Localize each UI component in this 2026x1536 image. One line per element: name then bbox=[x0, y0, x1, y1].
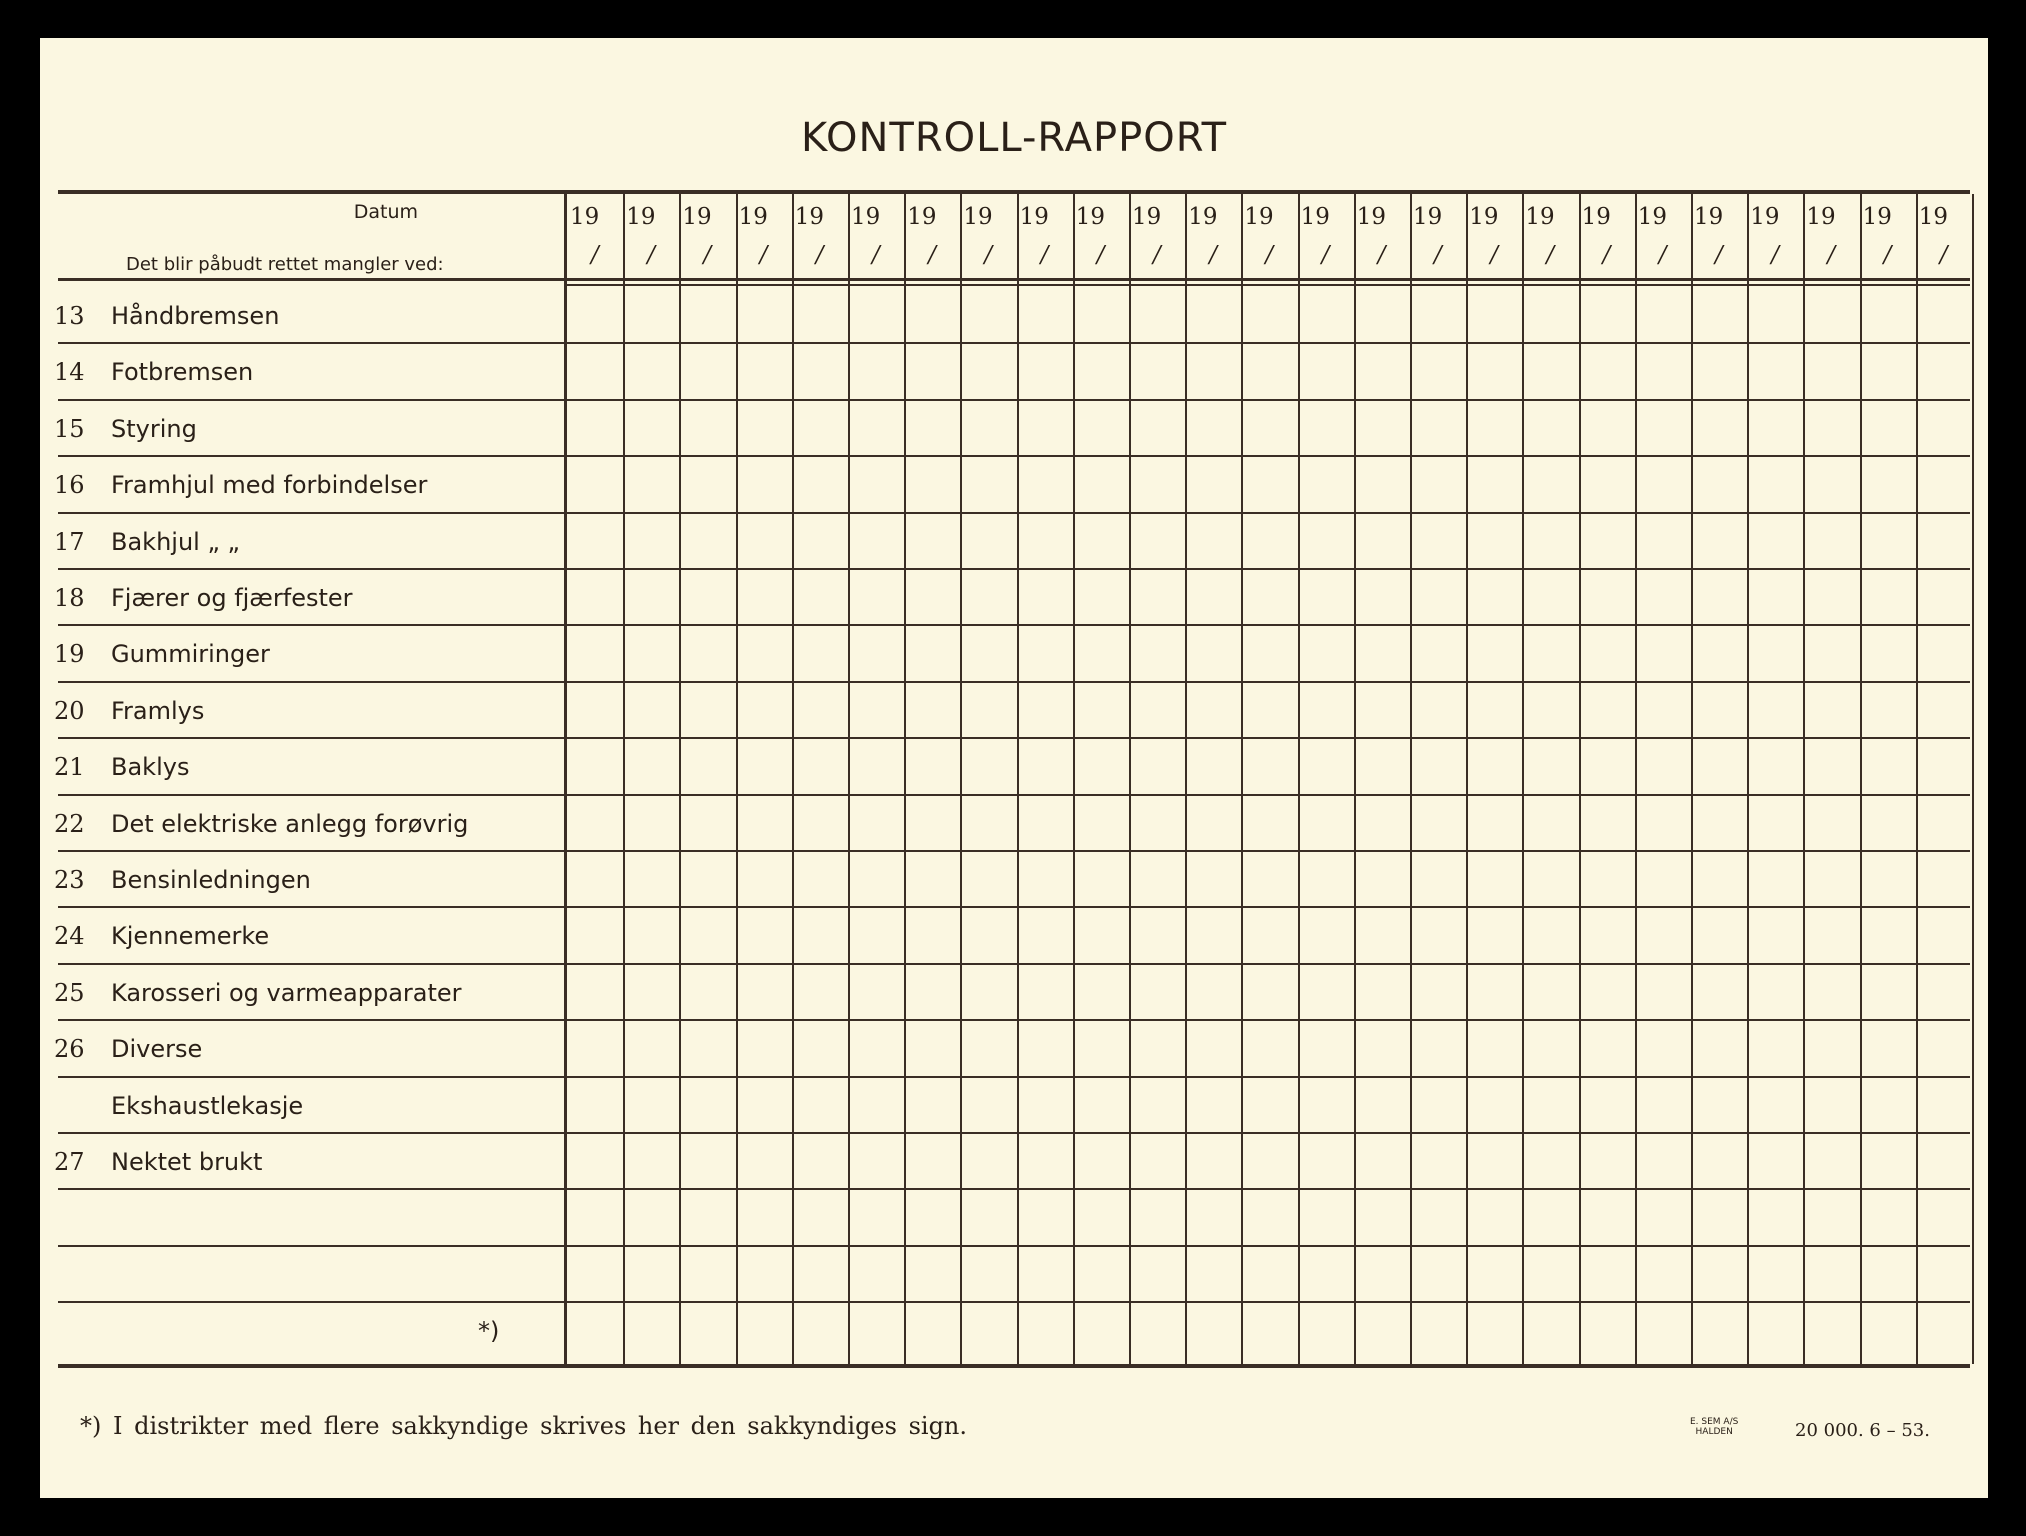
row-line bbox=[58, 568, 1970, 570]
date-column-header[interactable] bbox=[1803, 194, 1857, 278]
row-line bbox=[58, 342, 1970, 344]
date-column-header[interactable] bbox=[1579, 194, 1633, 278]
date-separator: / bbox=[984, 242, 993, 268]
year-prefix: 19 bbox=[1300, 204, 1330, 230]
date-separator: / bbox=[1153, 242, 1161, 268]
year-prefix: 19 bbox=[1862, 204, 1892, 230]
inspection-card bbox=[40, 38, 1988, 1498]
row-number: 23 bbox=[54, 866, 85, 894]
row-number: 20 bbox=[54, 696, 85, 725]
row-label: Framlys bbox=[111, 696, 205, 725]
date-separator: / bbox=[815, 242, 824, 268]
date-column-header[interactable] bbox=[1747, 194, 1801, 278]
row-line bbox=[58, 681, 1970, 683]
year-prefix: 19 bbox=[1075, 204, 1106, 230]
row-line bbox=[58, 794, 1970, 796]
row-line bbox=[58, 906, 1970, 908]
date-column-header[interactable] bbox=[1298, 194, 1352, 278]
date-separator: / bbox=[1771, 242, 1779, 268]
row-number: 17 bbox=[54, 527, 85, 556]
header-rule bbox=[58, 278, 1970, 281]
year-prefix: 19 bbox=[1806, 204, 1836, 230]
row-line bbox=[58, 1245, 1970, 1247]
date-column-header[interactable] bbox=[960, 194, 1014, 278]
row-line bbox=[58, 1188, 1970, 1190]
date-separator: / bbox=[1377, 242, 1386, 268]
date-column-header[interactable] bbox=[1691, 194, 1745, 278]
date-column-header[interactable] bbox=[679, 194, 733, 278]
date-column-header[interactable] bbox=[792, 194, 846, 278]
date-column-header[interactable] bbox=[1129, 194, 1183, 278]
date-separator: / bbox=[1546, 242, 1555, 268]
date-column-header[interactable] bbox=[1185, 194, 1239, 278]
date-separator: / bbox=[1265, 242, 1274, 268]
year-prefix: 19 bbox=[1356, 204, 1387, 230]
row-number: 19 bbox=[54, 640, 85, 669]
row-label: Kjennemerke bbox=[111, 922, 270, 951]
year-prefix: 19 bbox=[738, 204, 768, 230]
mangler-label: Det blir påbudt rettet mangler ved: bbox=[126, 254, 444, 275]
footnote: *) I distrikter med flere sakkyndige skrives her den sakkyndiges sign. bbox=[80, 1412, 968, 1440]
row-label: Styring bbox=[111, 414, 197, 443]
date-separator: / bbox=[647, 242, 655, 268]
row-label: Diverse bbox=[111, 1035, 203, 1064]
year-prefix: 19 bbox=[1132, 204, 1162, 230]
date-column-header[interactable] bbox=[1410, 194, 1464, 278]
header-rule-2 bbox=[567, 284, 1970, 286]
year-prefix: 19 bbox=[1637, 204, 1668, 230]
year-prefix: 19 bbox=[1581, 204, 1611, 230]
date-column-header[interactable] bbox=[1017, 194, 1071, 278]
row-label: Ekshaustlekasje bbox=[111, 1091, 304, 1120]
year-prefix: 19 bbox=[1019, 204, 1049, 230]
date-separator: / bbox=[1321, 242, 1330, 268]
datum-label: Datum bbox=[353, 201, 418, 223]
row-number: 24 bbox=[54, 922, 85, 951]
date-separator: / bbox=[759, 242, 768, 268]
row-number: 22 bbox=[54, 809, 85, 838]
row-line bbox=[58, 737, 1970, 739]
row-line bbox=[58, 1019, 1970, 1021]
date-column-header[interactable] bbox=[848, 194, 902, 278]
date-column-header[interactable] bbox=[1241, 194, 1295, 278]
year-prefix: 19 bbox=[1413, 204, 1443, 230]
date-separator: / bbox=[1209, 242, 1217, 268]
year-prefix: 19 bbox=[682, 204, 712, 230]
row-line bbox=[58, 399, 1970, 401]
date-separator: / bbox=[703, 242, 712, 268]
row-line bbox=[58, 1076, 1970, 1078]
row-line bbox=[58, 1132, 1970, 1134]
date-separator: / bbox=[872, 242, 880, 268]
row-line bbox=[58, 963, 1970, 965]
row-number: 15 bbox=[54, 414, 85, 443]
year-prefix: 19 bbox=[851, 204, 881, 230]
date-separator: / bbox=[1658, 242, 1667, 268]
date-column-header[interactable] bbox=[1354, 194, 1408, 278]
column-line bbox=[1972, 194, 1974, 1364]
date-separator: / bbox=[1602, 242, 1611, 268]
row-number: 16 bbox=[54, 471, 85, 500]
date-column-header[interactable] bbox=[623, 194, 677, 278]
year-prefix: 19 bbox=[794, 204, 825, 230]
year-prefix: 19 bbox=[1244, 204, 1274, 230]
year-prefix: 19 bbox=[1469, 204, 1499, 230]
year-prefix: 19 bbox=[1918, 204, 1949, 230]
row-number: 18 bbox=[54, 584, 85, 612]
row-number: 14 bbox=[54, 358, 85, 387]
date-column-header[interactable] bbox=[736, 194, 790, 278]
row-number: 25 bbox=[54, 978, 85, 1007]
date-column-header[interactable] bbox=[1635, 194, 1689, 278]
printer-name: E. SEM A/S bbox=[1690, 1417, 1739, 1427]
date-separator: / bbox=[1939, 242, 1948, 268]
date-column-header[interactable] bbox=[567, 194, 621, 278]
date-column-header[interactable] bbox=[1073, 194, 1127, 278]
page-title: KONTROLL-RAPPORT bbox=[800, 115, 1228, 161]
row-number: 26 bbox=[54, 1035, 85, 1064]
row-label: *) bbox=[478, 1317, 500, 1346]
date-column-header[interactable] bbox=[1916, 194, 1970, 278]
year-prefix: 19 bbox=[1525, 204, 1555, 230]
bottom-rule bbox=[58, 1364, 1970, 1368]
year-prefix: 19 bbox=[907, 204, 937, 230]
date-separator: / bbox=[1434, 242, 1442, 268]
date-column-header[interactable] bbox=[1522, 194, 1576, 278]
row-label: Baklys bbox=[111, 753, 190, 782]
year-prefix: 19 bbox=[1750, 204, 1780, 230]
row-label: Karosseri og varmeapparater bbox=[111, 978, 462, 1007]
year-prefix: 19 bbox=[570, 204, 600, 230]
row-line bbox=[58, 512, 1970, 514]
date-separator: / bbox=[928, 242, 936, 268]
date-separator: / bbox=[1040, 242, 1049, 268]
date-column-header[interactable] bbox=[904, 194, 958, 278]
row-number: 13 bbox=[54, 302, 85, 330]
date-separator: / bbox=[1883, 242, 1892, 268]
row-number: 21 bbox=[54, 753, 85, 782]
year-prefix: 19 bbox=[1694, 204, 1724, 230]
row-line bbox=[58, 1301, 1970, 1303]
date-separator: / bbox=[591, 242, 599, 268]
print-number: 20 000. 6 – 53. bbox=[1795, 1420, 1930, 1441]
year-prefix: 19 bbox=[626, 204, 656, 230]
row-line bbox=[58, 850, 1970, 852]
date-column-header[interactable] bbox=[1466, 194, 1520, 278]
printer-city: HALDEN bbox=[1695, 1427, 1733, 1437]
row-label: Fjærer og fjærfester bbox=[111, 584, 353, 612]
row-line bbox=[58, 624, 1970, 626]
year-prefix: 19 bbox=[1188, 204, 1218, 230]
printer-mark bbox=[1690, 1417, 1738, 1437]
row-number: 27 bbox=[54, 1148, 85, 1176]
row-label: Fotbremsen bbox=[111, 358, 254, 387]
row-label: Bensinledningen bbox=[111, 866, 311, 894]
date-separator: / bbox=[1490, 242, 1498, 268]
row-label: Framhjul med forbindelser bbox=[111, 471, 428, 500]
row-label: Nektet brukt bbox=[111, 1148, 263, 1176]
row-line bbox=[58, 455, 1970, 457]
date-separator: / bbox=[1827, 242, 1836, 268]
row-label: Bakhjul „ „ bbox=[111, 527, 240, 556]
row-label: Håndbremsen bbox=[111, 302, 280, 330]
date-separator: / bbox=[1715, 242, 1723, 268]
row-label: Det elektriske anlegg forøvrig bbox=[111, 809, 469, 838]
date-column-header[interactable] bbox=[1860, 194, 1914, 278]
date-separator: / bbox=[1096, 242, 1105, 268]
year-prefix: 19 bbox=[963, 204, 993, 230]
row-label: Gummiringer bbox=[111, 640, 270, 669]
